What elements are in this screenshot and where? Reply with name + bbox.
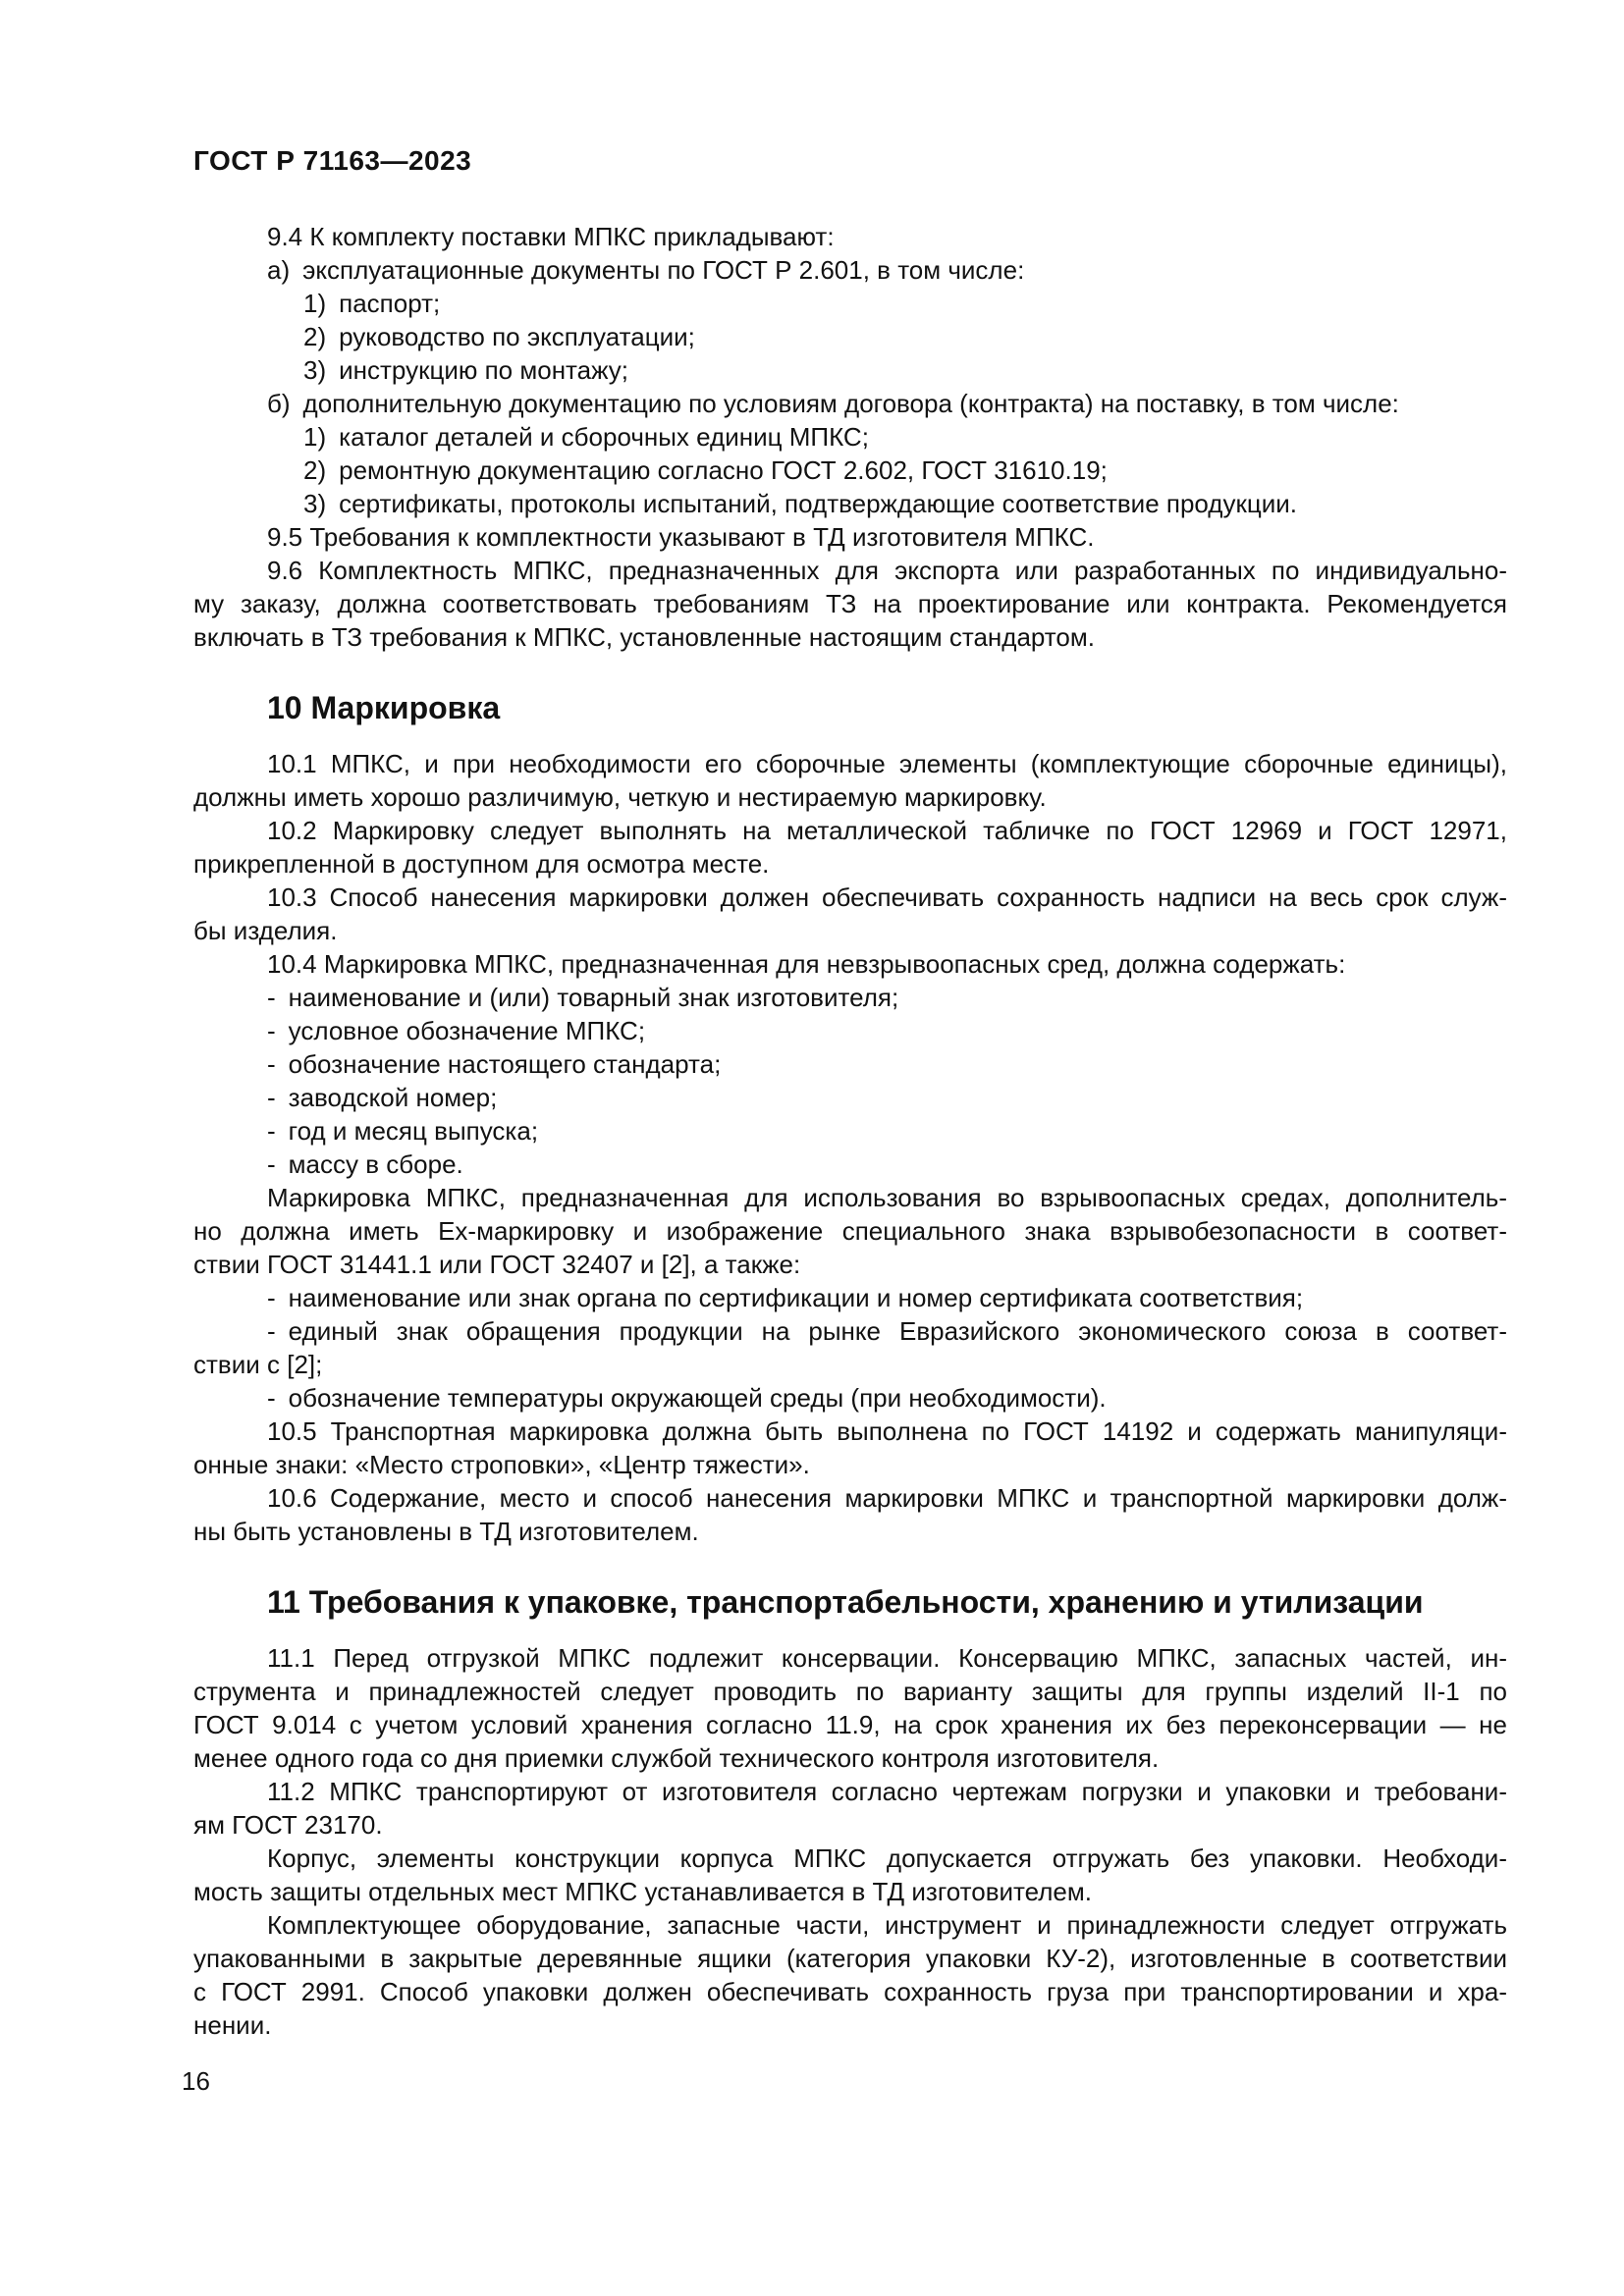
- text-line: ям ГОСТ 23170.: [193, 1810, 383, 1840]
- text-line: ны быть установлены в ТД изготовителем.: [193, 1517, 699, 1546]
- text-line: ствии ГОСТ 31441.1 или ГОСТ 32407 и [2], а также:: [193, 1250, 801, 1279]
- text-line: 9.6 Комплектность МПКС, предназначенных для экспорта или разработанных по индивидуально-: [267, 556, 1507, 585]
- text-line: 10.1 МПКС, и при необходимости его сборочные элементы (комплектующие сборочные единицы),: [267, 749, 1507, 778]
- section-heading: 10 Маркировка: [267, 690, 501, 725]
- text-line: Корпус, элементы конструкции корпуса МПКС допускается отгружать без упаковки. Необходи-: [267, 1843, 1507, 1873]
- text-line: 1) каталог деталей и сборочных единиц МПКС;: [303, 422, 869, 452]
- text-line: с ГОСТ 2991. Способ упаковки должен обеспечивать сохранность груза при транспортировании и хра-: [193, 1977, 1507, 2006]
- text-line: струмента и принадлежностей следует проводить по варианту защиты для группы изделий II-1 по: [193, 1677, 1507, 1706]
- text-line: - обозначение настоящего стандарта;: [267, 1049, 722, 1079]
- text-line: бы изделия.: [193, 916, 338, 945]
- text-line: ГОСТ 9.014 с учетом условий хранения согласно 11.9, на срок хранения их без переконсервации — не: [193, 1710, 1507, 1739]
- text-line: онные знаки: «Место строповки», «Центр тяжести».: [193, 1450, 810, 1479]
- text-line: - год и месяц выпуска;: [267, 1116, 539, 1146]
- text-line: 1) паспорт;: [303, 289, 441, 318]
- text-line: 10.4 Маркировка МПКС, предназначенная для невзрывоопасных сред, должна содержать:: [267, 949, 1346, 979]
- text-line: 11.2 МПКС транспортируют от изготовителя согласно чертежам погрузки и упаковки и требовани-: [267, 1777, 1507, 1806]
- text-line: 3) инструкцию по монтажу;: [303, 355, 629, 385]
- text-line: Комплектующее оборудование, запасные части, инструмент и принадлежности следует отгружать: [267, 1910, 1507, 1940]
- text-line: - единый знак обращения продукции на рынке Евразийского экономического союза в соответ-: [267, 1316, 1507, 1346]
- document-body: [193, 220, 1507, 2042]
- text-line: - обозначение температуры окружающей среды (при необходимости).: [267, 1383, 1107, 1413]
- text-line: - наименование и (или) товарный знак изготовителя;: [267, 983, 899, 1012]
- text-line: Маркировка МПКС, предназначенная для использования во взрывоопасных средах, дополнитель-: [267, 1183, 1507, 1212]
- text-line: 10.6 Содержание, место и способ нанесения маркировки МПКС и транспортной маркировки долж-: [267, 1483, 1507, 1513]
- text-line: 11.1 Перед отгрузкой МПКС подлежит консервации. Консервацию МПКС, запасных частей, ин-: [267, 1643, 1507, 1673]
- text-line: а) эксплуатационные документы по ГОСТ Р 2.601, в том числе:: [267, 255, 1025, 285]
- text-line: ствии с [2];: [193, 1350, 323, 1379]
- text-line: нении.: [193, 2010, 272, 2040]
- section-heading: 11 Требования к упаковке, транспортабельности, хранению и утилизации: [267, 1584, 1424, 1620]
- text-line: б) дополнительную документацию по условиям договора (контракта) на поставку, в том числе:: [267, 389, 1399, 418]
- text-line: включать в ТЗ требования к МПКС, установленные настоящим стандартом.: [193, 622, 1095, 652]
- text-line: 3) сертификаты, протоколы испытаний, подтверждающие соответствие продукции.: [303, 489, 1298, 518]
- text-line: менее одного года со дня приемки службой технического контроля изготовителя.: [193, 1743, 1160, 1773]
- text-line: мость защиты отдельных мест МПКС устанавливается в ТД изготовителем.: [193, 1877, 1092, 1906]
- text-line: 2) ремонтную документацию согласно ГОСТ 2.602, ГОСТ 31610.19;: [303, 455, 1108, 485]
- text-line: - массу в сборе.: [267, 1149, 463, 1179]
- text-line: прикрепленной в доступном для осмотра месте.: [193, 849, 770, 879]
- text-line: но должна иметь Ex-маркировку и изображение специального знака взрывобезопасности в соответ-: [193, 1216, 1507, 1246]
- running-header: ГОСТ Р 71163—2023: [193, 145, 472, 176]
- text-line: - условное обозначение МПКС;: [267, 1016, 646, 1045]
- text-line: должны иметь хорошо различимую, четкую и нестираемую маркировку.: [193, 782, 1047, 812]
- text-line: - заводской номер;: [267, 1083, 498, 1112]
- text-line: 10.3 Способ нанесения маркировки должен обеспечивать сохранность надписи на весь срок служ-: [267, 882, 1507, 912]
- text-line: упакованными в закрытые деревянные ящики (категория упаковки КУ-2), изготовленные в соответствии: [193, 1944, 1507, 1973]
- text-line: - наименование или знак органа по сертификации и номер сертификата соответствия;: [267, 1283, 1304, 1312]
- text-line: 10.5 Транспортная маркировка должна быть выполнена по ГОСТ 14192 и содержать манипуляци-: [267, 1416, 1507, 1446]
- page-number: 16: [182, 2066, 210, 2096]
- text-line: 9.5 Требования к комплектности указывают в ТД изготовителя МПКС.: [267, 522, 1095, 552]
- text-line: 10.2 Маркировку следует выполнять на металлической табличке по ГОСТ 12969 и ГОСТ 12971,: [267, 816, 1507, 845]
- text-line: му заказу, должна соответствовать требованиям ТЗ на проектирование или контракта. Рекомендуется: [193, 589, 1507, 618]
- text-line: 9.4 К комплекту поставки МПКС прикладывают:: [267, 222, 835, 251]
- text-line: 2) руководство по эксплуатации;: [303, 322, 695, 351]
